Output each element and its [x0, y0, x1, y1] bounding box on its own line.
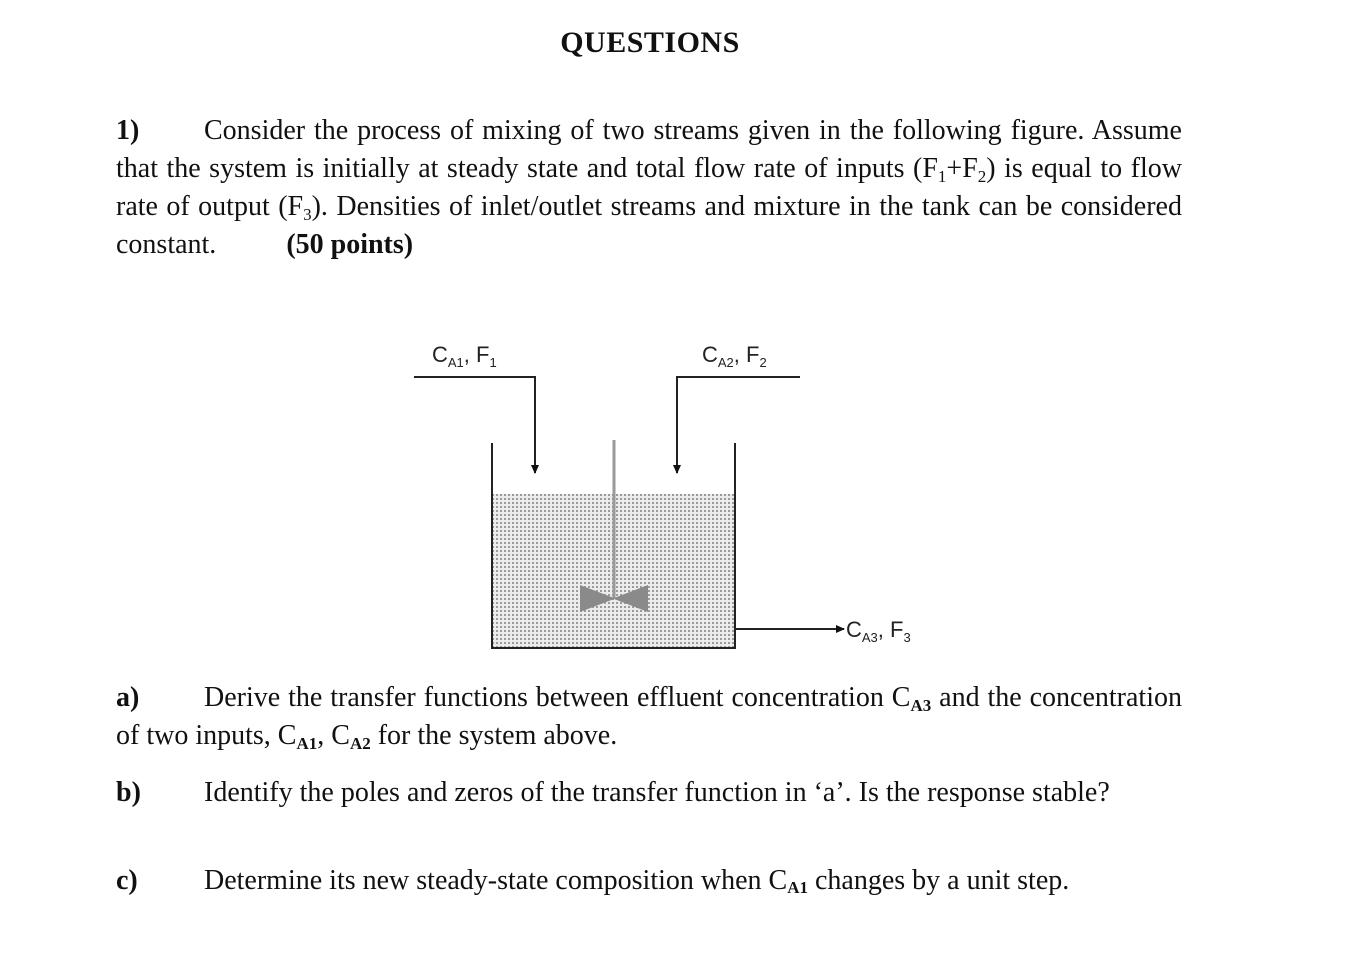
inlet-2-pipe — [677, 377, 800, 473]
question-number: a) — [116, 682, 140, 713]
question-c — [116, 862, 1182, 900]
outlet-label: $C_{A3}$, $F_3$ — [846, 617, 911, 645]
question-text: Consider the process of mixing of two streams given in the following figure. Assume that the system is initially at steady state and total flow rate of inputs $(F_1+F_2)$ is equal to flow rate of output $(F_3)$. Densities of inlet/outlet streams and mixture in the tank can be considered constant. — [116, 115, 1183, 260]
inlet-2-label: $C_{A2}$, $F_2$ — [702, 342, 767, 370]
question-text: Identify the poles and zeros of the transfer function in ‘a’. Is the response stable? — [204, 777, 1110, 808]
question-number: b) — [116, 777, 141, 808]
question-text: Derive the transfer functions between effluent concentration $C_{A3}$ and the concentration of two inputs, $C_{A1}$, $C_{A2}$ for the system above. — [116, 682, 1182, 753]
inlet-1-pipe — [414, 377, 535, 473]
mixing-tank-figure — [400, 330, 960, 660]
question-number: c) — [116, 865, 138, 896]
points-label: (50 points) — [286, 229, 414, 260]
question-1 — [116, 112, 1182, 264]
question-text: Determine its new steady-state composition when CA1 changes by a unit step. — [204, 865, 1070, 897]
question-b — [116, 774, 1182, 812]
inlet-1-label: $C_{A1}$, $F_1$ — [432, 342, 497, 370]
page-title: QUESTIONS — [560, 26, 740, 59]
question-number: 1) — [116, 115, 140, 146]
question-a — [116, 679, 1182, 755]
